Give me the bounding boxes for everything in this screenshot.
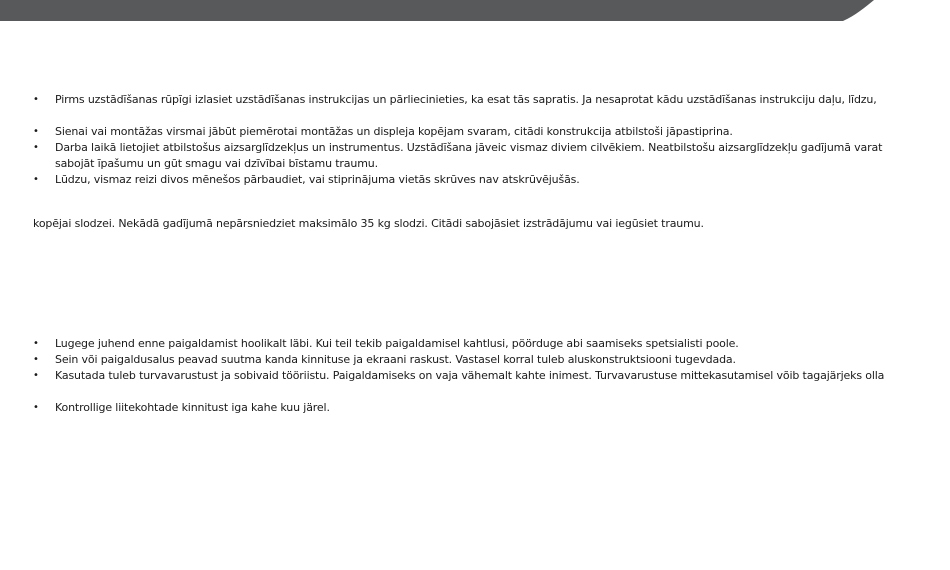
bullet-icon: •	[33, 338, 39, 349]
list-item-text: Sein või paigaldusalus peavad suutma kanda kinnituse ja ekraani raskust. Vastasel korral tuleb aluskonstruktsiooni tugevdada.	[55, 353, 736, 366]
bullet-icon: •	[33, 370, 39, 381]
list-item-text: Kontrollige liitekohtade kinnitust iga kahe kuu järel.	[55, 401, 330, 414]
list-item-text: Kasutada tuleb turvavarustust ja sobivaid tööriistu. Paigaldamiseks on vaja vähemalt kahte inimest. Turvavarustuse mittekasutamisel võib tagajärjeks olla	[55, 369, 885, 382]
list-item	[33, 140, 913, 172]
bullet-icon: •	[33, 354, 39, 365]
list-item	[33, 172, 913, 188]
bullet-icon: •	[33, 174, 39, 185]
list-item-text: Pirms uzstādīšanas rūpīgi izlasiet uzstādīšanas instrukcijas un pārliecinieties, ka esat tās sapratis. Ja nesaprotat kādu uzstādīšanas instrukciju daļu, līdzu,	[55, 93, 877, 106]
bullet-icon: •	[33, 126, 39, 137]
list-item	[33, 336, 913, 352]
list-item-text: Lugege juhend enne paigaldamist hoolikalt läbi. Kui teil tekib paigaldamisel kahtlusi, pöörduge abi saamiseks spetsialisti poole.	[55, 337, 739, 350]
list-item	[33, 92, 913, 108]
bullet-icon: •	[33, 142, 39, 153]
list-item-text: Sienai vai montāžas virsmai jābūt piemērotai montāžas un displeja kopējam svaram, citādi konstrukcija atbilstoši jāpastiprina.	[55, 125, 733, 138]
latvian-continuation-text: kopējai slodzei. Nekādā gadījumā nepārsniedziet maksimālo 35 kg slodzi. Citādi sabojāsiet izstrādājumu vai iegūsiet traumu.	[33, 217, 704, 230]
list-item	[33, 352, 913, 368]
list-item-text: Darba laikā lietojiet atbilstošus aizsarglīdzekļus un instrumentus. Uzstādīšana jāveic vismaz diviem cilvēkiem. Neatbilstošu aizsarglīdzekļu gadījumā varat sabojāt īpašumu un gūt smagu vai dzīvībai bīstamu traumu.	[55, 141, 883, 170]
bullet-icon: •	[33, 402, 39, 413]
estonian-safety-list	[33, 336, 913, 416]
list-item-text: Lūdzu, vismaz reizi divos mēnešos pārbaudiet, vai stiprinājuma vietās skrūves nav atskrūvējušās.	[55, 173, 580, 186]
bullet-icon: •	[33, 94, 39, 105]
list-item	[33, 400, 913, 416]
list-item	[33, 368, 913, 384]
list-item	[33, 124, 913, 140]
latvian-safety-list	[33, 92, 913, 188]
